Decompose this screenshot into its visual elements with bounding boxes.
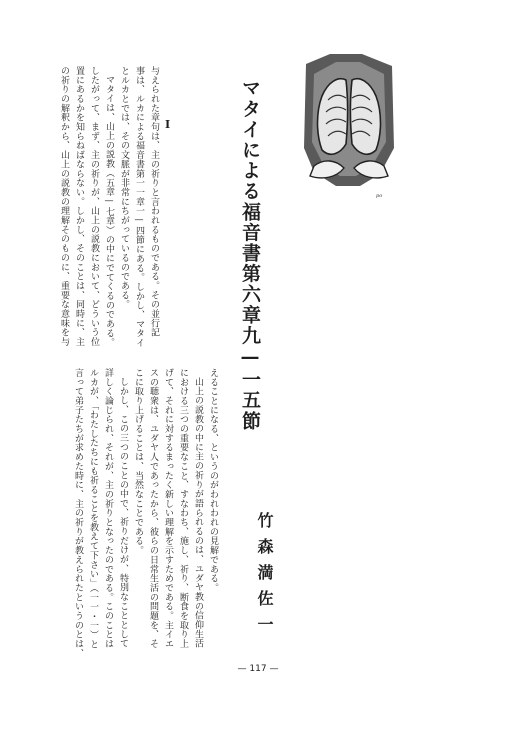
text-column: における三つの重要なこと、すなわち、施し、祈り、断食を取り上 bbox=[178, 368, 188, 649]
section-number: I bbox=[165, 118, 171, 131]
text-column: 詳しく論じられ、それが、主の祈りとなったのである。このことは bbox=[103, 368, 113, 649]
text-column: の祈りの解釈から、山上の説教の理解そのものに、重要な意味を与 bbox=[59, 66, 69, 347]
text-column: えることになる、というのがわれわれの見解である。 bbox=[208, 368, 218, 593]
text-column: しかし、この三つのことの中で、祈りだけが、特別なこととして bbox=[118, 377, 128, 649]
article-title: マタイによる福音書第六章九—一五節 bbox=[239, 78, 261, 432]
text-column: こに取り上げることは、当然なことである。 bbox=[133, 368, 143, 555]
text-column: げて、それに対するまったく新しい理解を示すためである。主イエ bbox=[163, 368, 173, 649]
text-column: 与えられた章句は、主の祈りと言われるものである。その並行記 bbox=[149, 66, 159, 338]
text-column: スの聴衆は、ユダヤ人であったから、彼らの日常生活の問題を、そ bbox=[148, 368, 158, 649]
text-column: とルカとでは、その文脈が非常にちがっているのである。 bbox=[119, 66, 129, 310]
text-column: 置にあるかを知らねばならない。しかし、そのことは、同時に、主 bbox=[74, 66, 84, 347]
text-column: 山上の説教の中に主の祈りが語られるのは、ユダヤ教の信仰生活 bbox=[193, 377, 203, 649]
text-column: 事は、ルカによる福音書第一一章一—四節にある。しかし、マタイ bbox=[134, 66, 144, 348]
author-name: 竹森満佐一 bbox=[255, 512, 274, 642]
text-column: 言って弟子たちが求めた時に、主の祈りが教えられたというのとは、 bbox=[73, 368, 83, 658]
illustration-signature: ро bbox=[376, 193, 383, 199]
praying-hands-icon bbox=[300, 50, 398, 200]
text-column: マタイは、山上の説教（五章—七章）の中にでてくるのである。 bbox=[104, 75, 114, 348]
text-column: したがって、まず、主の祈りが、山上の説教において、どういう位 bbox=[89, 66, 99, 347]
page-number: — 117 — bbox=[237, 664, 279, 674]
text-column: ルカが、「わたしたちにも祈ることを教えて下さい」（一一・一）と bbox=[88, 368, 98, 649]
praying-hands-illustration bbox=[300, 50, 398, 200]
